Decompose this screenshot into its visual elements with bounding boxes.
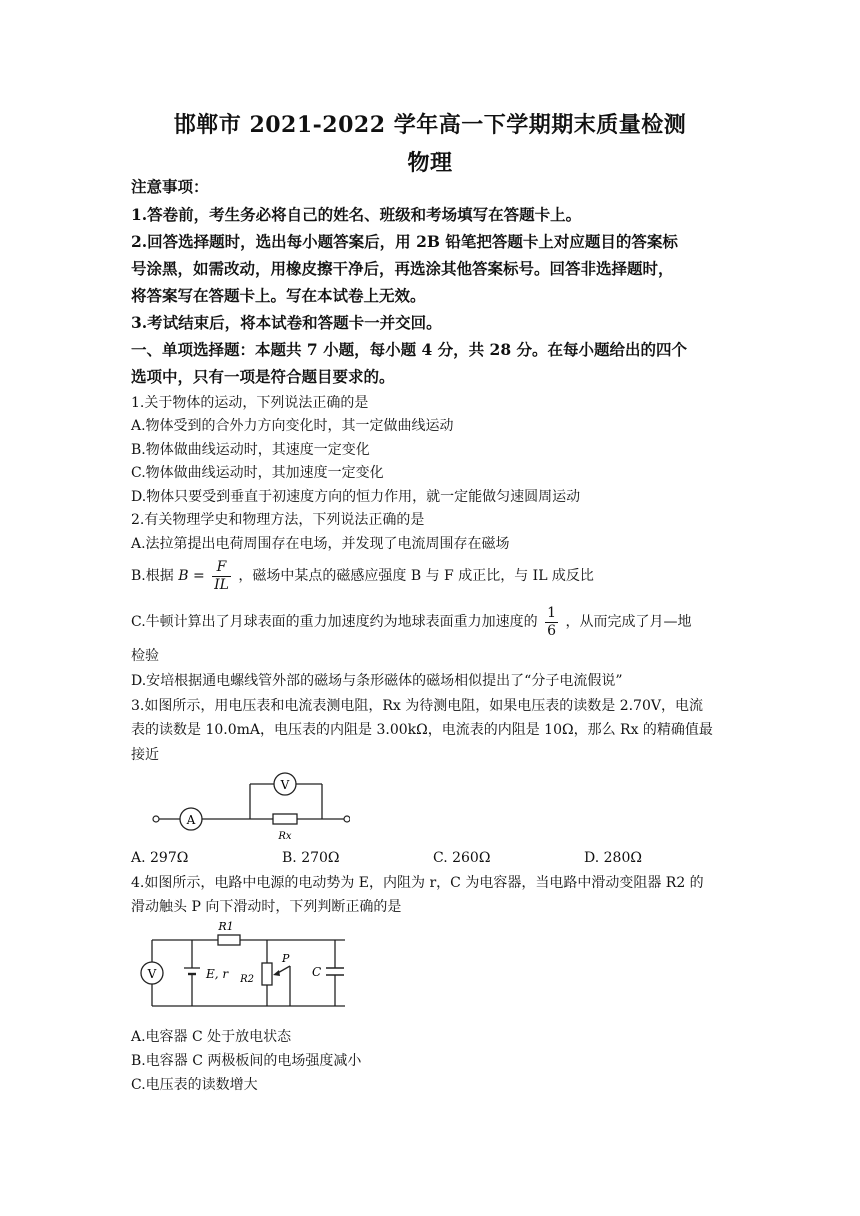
voltmeter-label: V	[280, 778, 290, 792]
notice-item-2-line-1: 2.回答选择题时，选出每小题答案后，用 2B 铅笔把答题卡上对应题目的答案标	[131, 232, 678, 251]
subject-title: 物理	[407, 150, 453, 176]
q2-formula-numerator: F	[212, 559, 231, 577]
q3-option-c: C. 260Ω	[433, 850, 491, 866]
q2-option-c-denominator: 6	[547, 622, 557, 639]
q2-option-a: A.法拉第提出电荷周围存在电场，并发现了电流周围存在磁场	[131, 536, 510, 552]
q2-option-b-prefix: B.根据	[131, 568, 174, 584]
q4-stem-line-2: 滑动触头 P 向下滑动时，下列判断正确的是	[131, 899, 402, 915]
q2-option-c-numerator: 1	[547, 604, 557, 621]
q1-stem: 1.关于物体的运动，下列说法正确的是	[131, 395, 369, 411]
section-heading-line-2: 选项中，只有一项是符合题目要求的。	[131, 367, 395, 386]
q2-formula-denominator: IL	[214, 576, 229, 593]
source-label: E, r	[206, 967, 229, 981]
q1-option-b: B.物体做曲线运动时，其速度一定变化	[131, 442, 370, 458]
q4-option-b: B.电容器 C 两极板间的电场强度减小	[131, 1053, 362, 1069]
q4-circuit-diagram	[130, 918, 355, 1018]
q3-option-a: A. 297Ω	[131, 850, 189, 866]
q2-option-c-fraction	[545, 605, 558, 640]
capacitor-label: C	[312, 965, 322, 979]
q2-formula-fraction	[212, 559, 231, 594]
q2-option-c-suffix: ，从而完成了月—地	[565, 614, 692, 630]
q2-stem: 2.有关物理学史和物理方法，下列说法正确的是	[131, 512, 425, 528]
notice-item-2-line-3: 将答案写在答题卡上。写在本试卷上无效。	[131, 286, 426, 305]
ammeter-label: A	[186, 813, 196, 827]
rheostat-r2-icon	[262, 963, 272, 985]
q3-stem-line-2: 表的读数是 10.0mA，电压表的内阻是 3.00kΩ，电流表的内阻是 10Ω，那么 Rx 的精确值最	[131, 722, 713, 738]
section-heading-line-1: 一、单项选择题：本题共 7 小题，每小题 4 分，共 28 分。在每小题给出的四个	[131, 340, 688, 359]
q3-option-b: B. 270Ω	[282, 850, 340, 866]
q3-option-d: D. 280Ω	[584, 850, 642, 866]
q2-option-d: D.安培根据通电螺线管外部的磁场与条形磁体的磁场相似提出了“分子电流假说”	[131, 673, 623, 689]
resistor-rx-icon	[273, 814, 297, 824]
rheostat-r2-label: R2	[240, 974, 254, 985]
q1-option-a: A.物体受到的合外力方向变化时，其一定做曲线运动	[131, 418, 454, 434]
q2-formula-lhs: B =	[178, 568, 205, 584]
notice-item-3: 3.考试结束后，将本试卷和答题卡一并交回。	[131, 313, 442, 332]
notice-item-2-line-2: 号涂黑，如需改动，用橡皮擦干净后，再选涂其他答案标号。回答非选择题时，	[131, 259, 674, 278]
voltmeter-label: V	[147, 967, 157, 981]
q2-option-c-line-2: 检验	[131, 648, 159, 664]
q2-option-c-prefix: C.牛顿计算出了月球表面的重力加速度约为地球表面重力加速度的	[131, 614, 538, 630]
resistor-r1-icon	[218, 935, 240, 945]
resistor-rx-label: Rx	[278, 831, 292, 842]
q4-stem-line-1: 4.如图所示，电路中电源的电动势为 E，内阻为 r，C 为电容器，当电路中滑动变阻器 R2 的	[131, 875, 704, 891]
terminal-left	[153, 816, 159, 822]
q2-option-c	[131, 603, 731, 641]
q4-option-c: C.电压表的读数增大	[131, 1077, 258, 1093]
q4-option-a: A.电容器 C 处于放电状态	[131, 1029, 292, 1045]
q3-stem-line-3: 接近	[131, 747, 159, 763]
q1-option-c: C.物体做曲线运动时，其加速度一定变化	[131, 465, 384, 481]
notice-heading: 注意事项：	[131, 177, 209, 196]
slider-p-label: P	[282, 952, 290, 965]
q2-option-b	[131, 557, 731, 595]
q2-option-b-suffix: ，磁场中某点的磁感应强度 B 与 F 成正比，与 IL 成反比	[238, 568, 594, 584]
q3-circuit-diagram	[150, 767, 350, 845]
q1-option-d: D.物体只要受到垂直于初速度方向的恒力作用，就一定能做匀速圆周运动	[131, 489, 581, 505]
q3-stem-line-1: 3.如图所示，用电压表和电流表测电阻，Rx 为待测电阻，如果电压表的读数是 2.70V，电流	[131, 698, 703, 714]
resistor-r1-label: R1	[218, 920, 234, 933]
terminal-right	[344, 816, 350, 822]
exam-title: 邯郸市 2021-2022 学年高一下学期期末质量检测	[173, 112, 687, 138]
notice-item-1: 1.答卷前，考生务必将自己的姓名、班级和考场填写在答题卡上。	[131, 205, 582, 224]
